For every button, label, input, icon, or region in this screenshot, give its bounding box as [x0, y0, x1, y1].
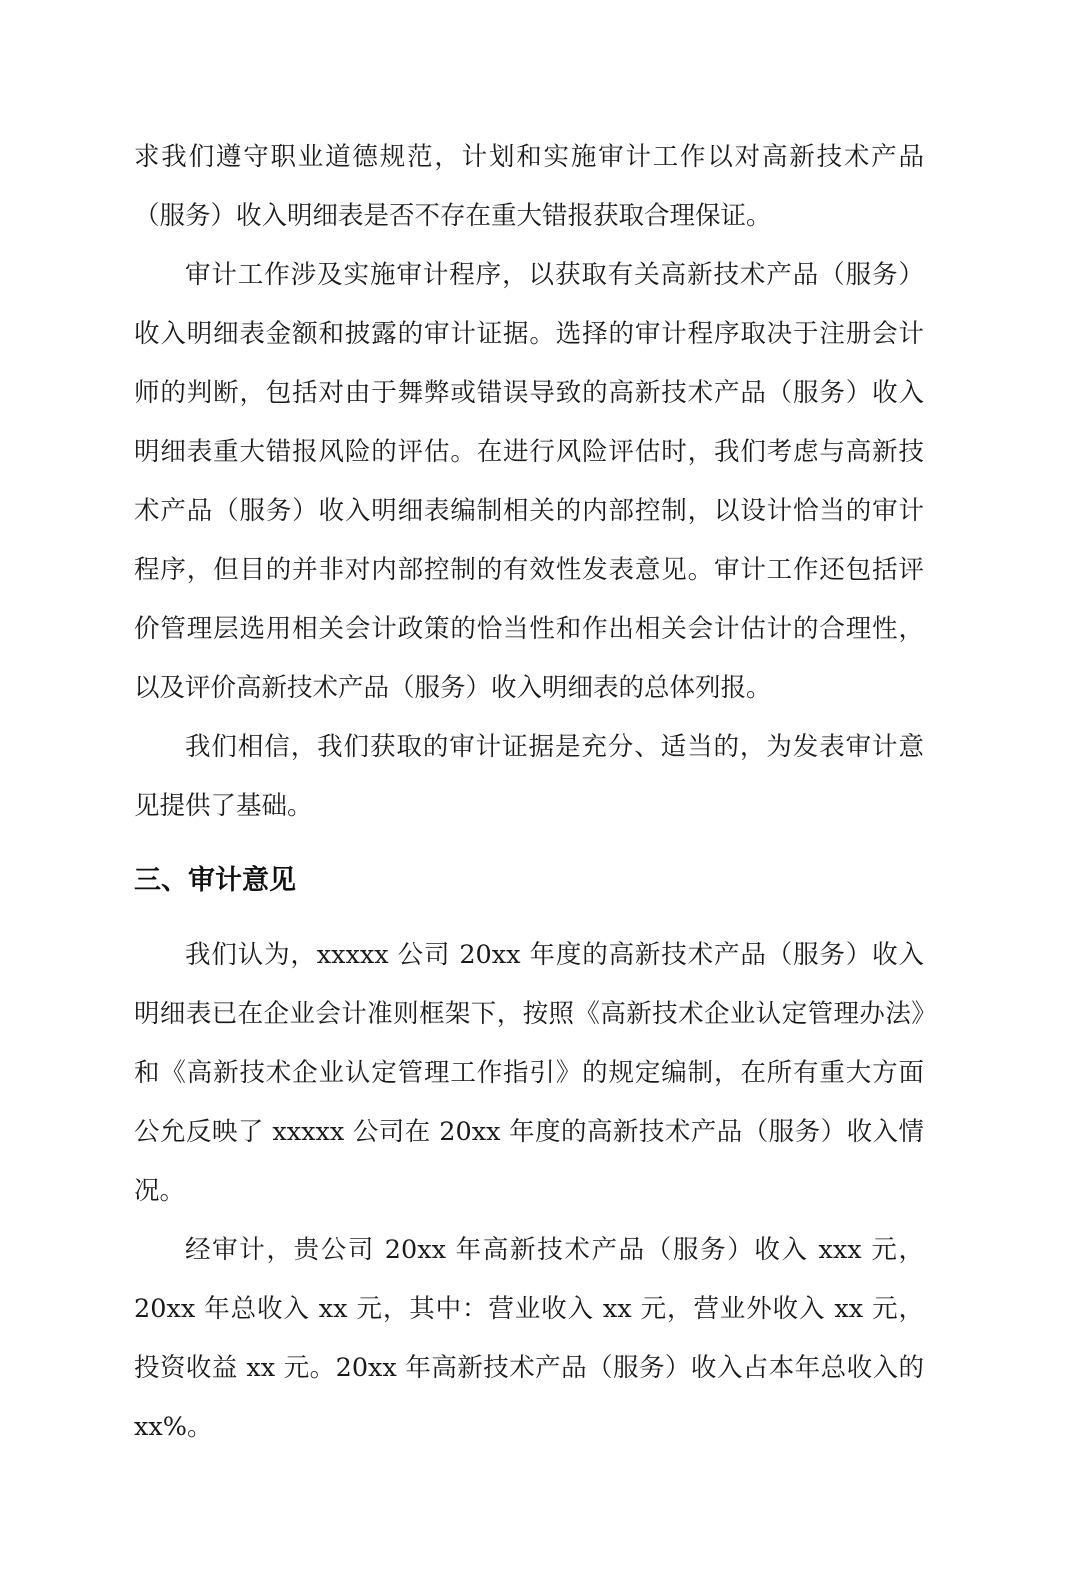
document-body	[134, 128, 924, 1457]
paragraph-revenue-summary: 经审计，贵公司 20xx 年高新技术产品（服务）收入 xxx 元，20xx 年总收入 xx 元，其中：营业收入 xx 元，营业外收入 xx 元，投资收益 xx 元。20xx 年高新技术产品（服务）收入占本年总收入的 xx%。	[134, 1235, 924, 1442]
paragraph-audit-evidence: 我们相信，我们获取的审计证据是充分、适当的，为发表审计意见提供了基础。	[134, 732, 924, 821]
paragraph-audit-procedures: 审计工作涉及实施审计程序，以获取有关高新技术产品（服务）收入明细表金额和披露的审计证据。选择的审计程序取决于注册会计师的判断，包括对由于舞弊或错误导致的高新技术产品（服务）收入明细表重大错报风险的评估。在进行风险评估时，我们考虑与高新技术产品（服务）收入明细表编制相关的内部控制，以设计恰当的审计程序，但目的并非对内部控制的有效性发表意见。审计工作还包括评价管理层选用相关会计政策的恰当性和作出相关会计估计的合理性，以及评价高新技术产品（服务）收入明细表的总体列报。	[134, 260, 924, 703]
paragraph-opinion: 我们认为，xxxxx 公司 20xx 年度的高新技术产品（服务）收入明细表已在企业会计准则框架下，按照《高新技术企业认定管理办法》和《高新技术企业认定管理工作指引》的规定编制，在所有重大方面公允反映了 xxxxx 公司在 20xx 年度的高新技术产品（服务）收入情况。	[134, 940, 924, 1206]
paragraph-continuation: 求我们遵守职业道德规范，计划和实施审计工作以对高新技术产品（服务）收入明细表是否不存在重大错报获取合理保证。	[134, 142, 924, 231]
section-heading-audit-opinion: 三、审计意见	[134, 865, 296, 896]
